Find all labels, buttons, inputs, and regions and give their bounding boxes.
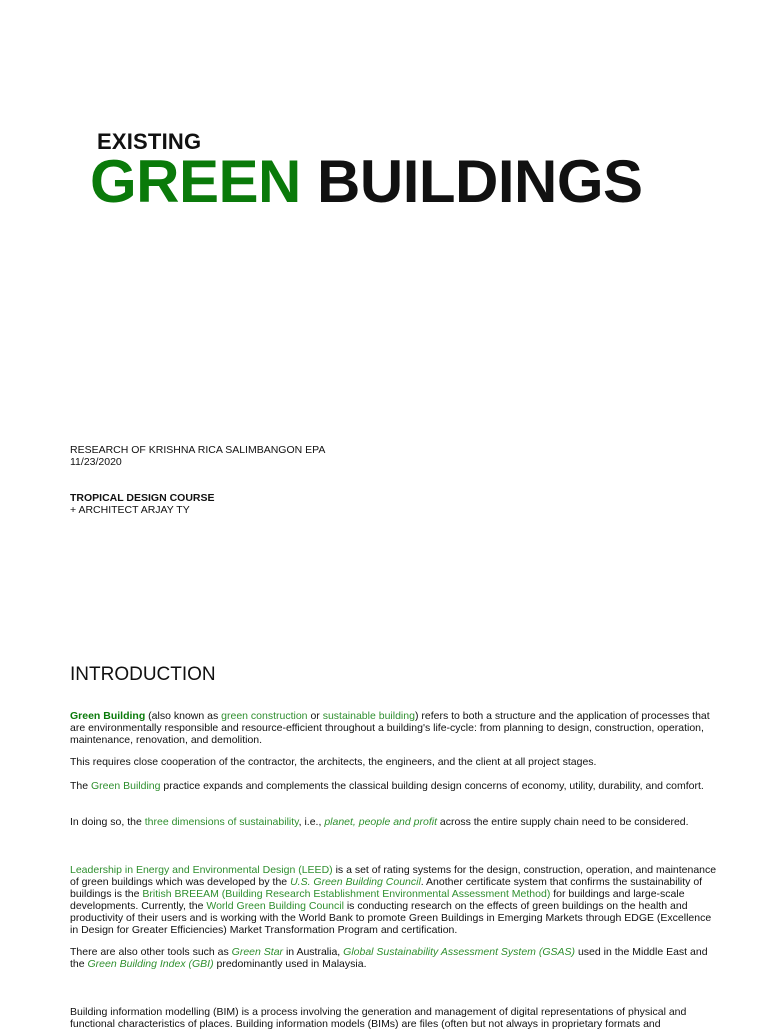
paragraph-other-tools: There are also other tools such as Green Star in Australia, Global Sustainability Assessment System (GSAS) used in the Middle East and the Green Building Index (GBI) predominantly used in Malaysia. bbox=[70, 946, 708, 970]
link-green-construction[interactable]: green construction bbox=[221, 710, 308, 722]
link-usgbc[interactable]: U.S. Green Building Council bbox=[290, 876, 421, 888]
link-breeam[interactable]: British BREEAM (Building Research Establishment Environmental Assessment Method) bbox=[142, 888, 551, 900]
link-gsas[interactable]: Global Sustainability Assessment System (GSAS) bbox=[343, 946, 576, 958]
link-gbi[interactable]: Green Building Index (GBI) bbox=[87, 958, 214, 970]
paragraph-cooperation: This requires close cooperation of the contractor, the architects, the engineers, and the client at all project stages. bbox=[70, 756, 597, 768]
paragraph-definition: Green Building (also known as green construction or sustainable building) refers to both a structure and the application of processes that are environmentally responsible and resource-efficient throughout a building's life-cycle: from planning to design, construction, operation, maintenance, renovation, and demolition. bbox=[70, 710, 710, 746]
link-three-dimensions[interactable]: three dimensions of sustainability bbox=[144, 816, 299, 828]
link-planet-people-profit[interactable]: planet, people and profit bbox=[324, 816, 437, 828]
link-leed[interactable]: Leadership in Energy and Environmental Design (LEED) bbox=[70, 864, 333, 876]
section-heading: INTRODUCTION bbox=[70, 664, 216, 685]
link-green-building[interactable]: Green Building bbox=[91, 780, 161, 792]
link-green-star[interactable]: Green Star bbox=[231, 946, 284, 958]
link-worldgbc[interactable]: World Green Building Council bbox=[206, 900, 344, 912]
paragraph-leed: Leadership in Energy and Environmental Design (LEED) is a set of rating systems for the design, construction, operation, and maintenance of green buildings which was developed by the U.S. Green Building Council. Another certificate system that confirms the sustainability of buildings is the British BREEAM (Building Research Establishment Environmental Assessment Method) for buildings and large-scale developments. Currently, the World Green Building Council is conducting research on the effects of green buildings on the health and productivity of their users and is working with the World Bank to promote Green Buildings in Emerging Markets through EDGE (Excellence in Design for Greater Efficiencies) Market Transformation Program and certification. bbox=[70, 864, 717, 936]
link-sustainable-building[interactable]: sustainable building bbox=[322, 710, 415, 722]
title-green-word: GREEN bbox=[90, 148, 301, 215]
course-line: TROPICAL DESIGN COURSE bbox=[70, 492, 215, 504]
instructor-line: + ARCHITECT ARJAY TY bbox=[70, 504, 190, 516]
title-rest-word: BUILDINGS bbox=[317, 148, 643, 215]
author-line: RESEARCH OF KRISHNA RICA SALIMBANGON EPA bbox=[70, 444, 326, 456]
title-kicker: EXISTING bbox=[97, 129, 202, 154]
paragraph-practice: The Green Building practice expands and complements the classical building design concerns of economy, utility, durability, and comfort. bbox=[70, 780, 704, 792]
date-line: 11/23/2020 bbox=[70, 456, 122, 468]
term-green-building: Green Building bbox=[70, 710, 146, 722]
paragraph-bim: Building information modelling (BIM) is a process involving the generation and management of digital representations of physical and functional characteristics of places. Building information models (BIMs) are files (often but not always in proprietary formats and bbox=[70, 1006, 687, 1030]
paragraph-sustainability: In doing so, the three dimensions of sustainability, i.e., planet, people and profit across the entire supply chain need to be considered. bbox=[70, 816, 689, 828]
page-title bbox=[90, 148, 643, 216]
